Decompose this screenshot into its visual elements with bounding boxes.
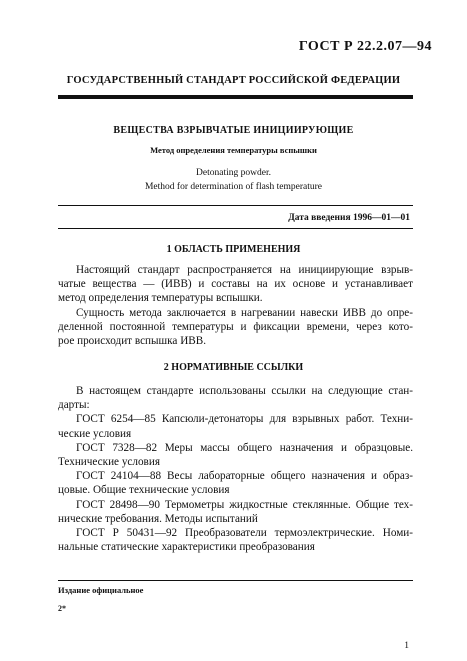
text-line: Сущность метода заключается в нагревании навески ИВВ до опре- [76,307,413,319]
text-line: цовые. Общие технические условия [58,484,230,497]
reference-item: ГОСТ 7328—82 Меры массы общего назначения и образцовые. [76,441,413,454]
text-line: метод определения температуры вспышки. [58,292,263,305]
footer-mark: 2* [58,604,66,613]
scope-paragraph-2 [58,306,413,349]
reference-item: ГОСТ 6254—85 Капсюли-детонаторы для взрывных работ. Техни- [76,413,413,426]
document-title: ВЕЩЕСТВА ВЗРЫВЧАТЫЕ ИНИЦИИРУЮЩИЕ [113,125,354,136]
text-line: ческие условия [58,427,132,440]
gost-number: ГОСТ Р 22.2.07—94 [298,39,432,54]
reference-item: ГОСТ 24104—88 Весы лабораторные общего назначения и образ- [76,470,413,483]
introduction-date: Дата введения 1996—01—01 [288,213,410,223]
english-title: Detonating powder. [196,168,271,178]
text-line: деленной постоянной температуры и фиксации времени, через кото- [58,321,413,334]
edition-label: Издание официальное [58,585,144,595]
references-list [58,384,413,554]
footer-divider [58,580,413,581]
reference-item: ГОСТ 28498—90 Термометры жидкостные стеклянные. Общие тех- [76,498,413,511]
text-line: нические требования. Методы испытаний [58,512,258,525]
text-line: дарты: [58,399,90,412]
text-line: Настоящий стандарт распространяется на инициирующие взрыв- [76,264,413,276]
section-heading-references: 2 НОРМАТИВНЫЕ ССЫЛКИ [163,362,304,373]
text-line: нальные статические характеристики преобразования [58,541,315,554]
document-subtitle: Метод определения температуры вспышки [150,145,317,155]
section-heading-scope: 1 ОБЛАСТЬ ПРИМЕНЕНИЯ [166,244,301,255]
scope-paragraph-1 [58,263,413,306]
text-line: рое происходит вспышка ИВВ. [58,335,206,348]
english-subtitle: Method for determination of flash temperature [144,182,322,192]
text-line: В настоящем стандарте использованы ссылки на следующие стан- [76,385,413,397]
state-standard-heading: ГОСУДАРСТВЕННЫЙ СТАНДАРТ РОССИЙСКОЙ ФЕДЕРАЦИИ [66,75,401,86]
page-number: 1 [404,641,409,651]
reference-item: ГОСТ Р 50431—92 Преобразователи термоэлектрические. Номи- [76,526,413,539]
header-divider [58,95,413,99]
date-divider-top [58,205,413,206]
text-line: чатые вещества — (ИВВ) и составы на их основе и устанавливает [58,278,413,291]
date-divider-bottom [58,228,413,229]
text-line: Технические условия [58,455,160,468]
